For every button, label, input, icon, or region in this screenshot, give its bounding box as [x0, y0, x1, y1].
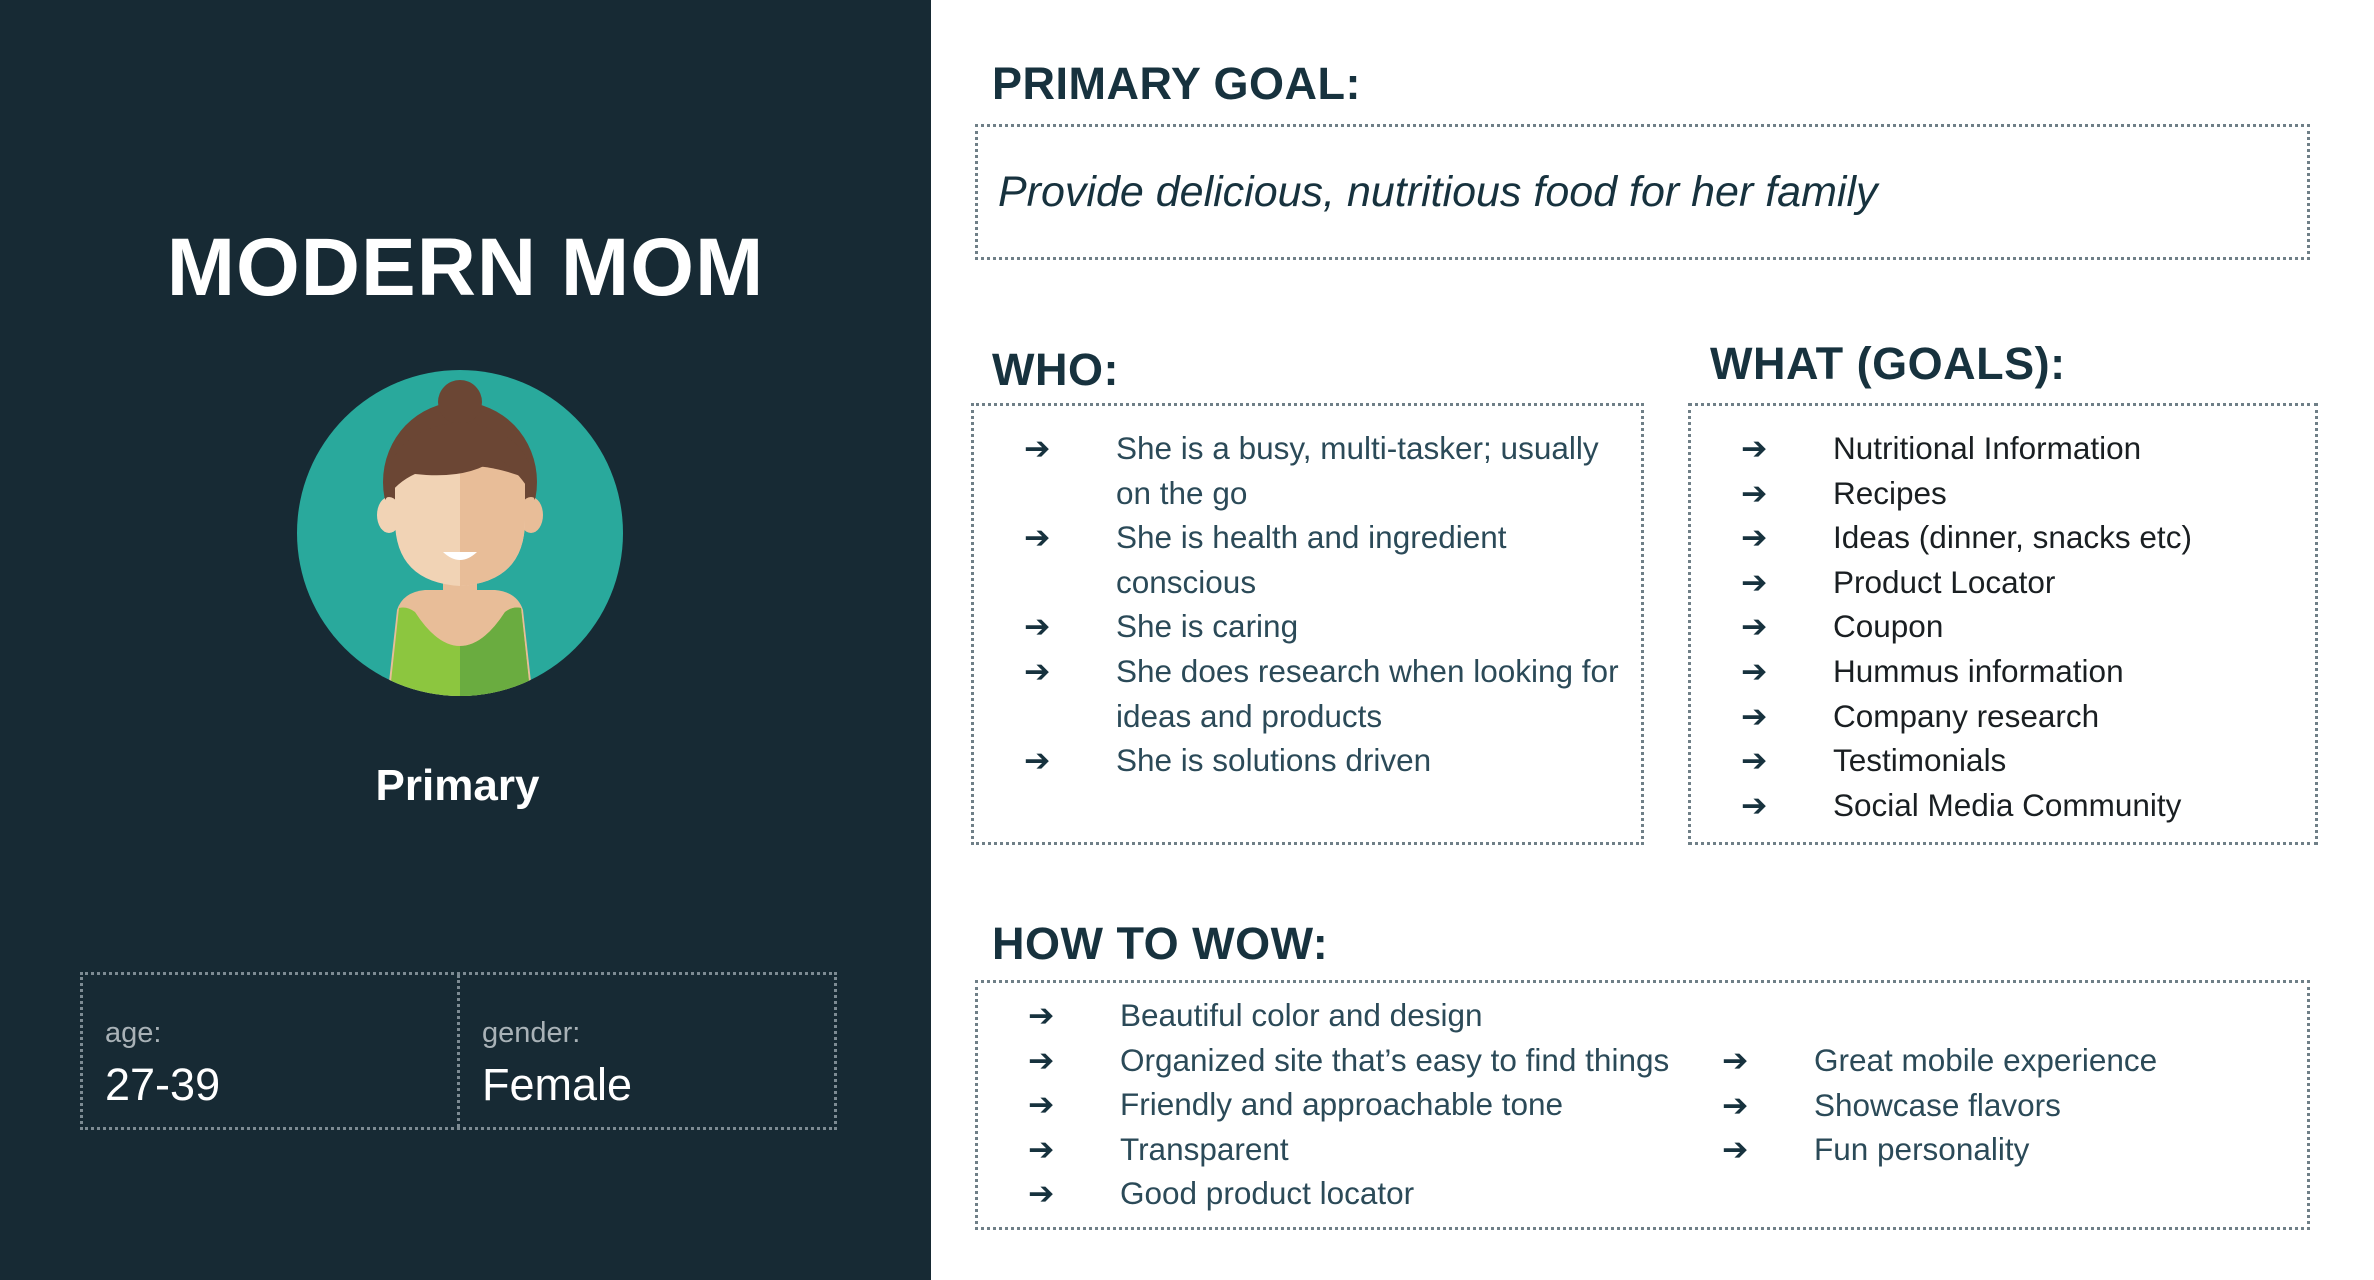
age-stat	[83, 975, 457, 1127]
arrow-right-icon: ➔	[1028, 1086, 1055, 1123]
list-item: ➔ Good product locator	[1028, 1171, 1688, 1216]
list-item: ➔ Nutritional Information	[1741, 426, 2311, 471]
arrow-right-icon: ➔	[1741, 697, 1768, 734]
list-item: ➔ Recipes	[1741, 471, 2311, 516]
list-item: ➔ She is caring	[1024, 604, 1624, 649]
list-item: ➔ Ideas (dinner, snacks etc)	[1741, 515, 2311, 560]
arrow-right-icon: ➔	[1024, 430, 1051, 466]
list-item: ➔ Product Locator	[1741, 560, 2311, 605]
age-value: 27-39	[105, 1059, 221, 1110]
arrow-right-icon: ➔	[1722, 1131, 1749, 1168]
arrow-right-icon: ➔	[1741, 608, 1768, 645]
primary-goal-box	[975, 124, 2310, 260]
arrow-right-icon: ➔	[1028, 1041, 1055, 1078]
how-to-wow-list-1	[1028, 993, 1688, 1216]
arrow-right-icon: ➔	[1028, 997, 1055, 1033]
persona-stats	[80, 972, 837, 1130]
what-goals-heading: WHAT (GOALS):	[1710, 338, 2066, 389]
gender-label: gender:	[482, 1017, 581, 1049]
persona-type: Primary	[375, 761, 540, 810]
arrow-right-icon: ➔	[1722, 1086, 1749, 1123]
how-to-wow-heading: HOW TO WOW:	[992, 918, 1329, 969]
arrow-right-icon: ➔	[1024, 608, 1051, 645]
list-item: ➔ Testimonials	[1741, 738, 2311, 783]
how-to-wow-box	[975, 980, 2310, 1230]
list-item: ➔ She is solutions driven	[1024, 738, 1624, 783]
what-goals-list	[1741, 426, 2311, 827]
arrow-right-icon: ➔	[1741, 786, 1768, 823]
primary-goal-text: Provide delicious, nutritious food for her family	[998, 168, 1878, 216]
arrow-right-icon: ➔	[1028, 1130, 1055, 1167]
arrow-right-icon: ➔	[1722, 1042, 1749, 1078]
what-goals-box	[1688, 403, 2318, 845]
arrow-right-icon: ➔	[1741, 430, 1768, 466]
age-label: age:	[105, 1017, 162, 1049]
list-item: ➔ Coupon	[1741, 604, 2311, 649]
list-item: ➔ Organized site that’s easy to find things	[1028, 1038, 1688, 1083]
who-box	[971, 403, 1644, 845]
gender-stat	[457, 975, 834, 1127]
who-list	[1024, 426, 1624, 783]
arrow-right-icon: ➔	[1741, 519, 1768, 556]
arrow-right-icon: ➔	[1741, 742, 1768, 779]
persona-title: MODERN MOM	[166, 222, 765, 313]
persona-panel	[0, 0, 931, 1280]
arrow-right-icon: ➔	[1024, 742, 1051, 779]
primary-goal-heading: PRIMARY GOAL:	[992, 58, 1362, 109]
list-item: ➔ Friendly and approachable tone	[1028, 1082, 1688, 1127]
list-item: ➔ She does research when looking for ideas and products	[1024, 649, 1624, 738]
arrow-right-icon: ➔	[1741, 474, 1768, 511]
who-heading: WHO:	[992, 344, 1119, 395]
persona-avatar-icon	[297, 370, 623, 696]
arrow-right-icon: ➔	[1741, 652, 1768, 689]
list-item: ➔ Transparent	[1028, 1127, 1688, 1172]
list-item: ➔ Great mobile experience	[1722, 1038, 2282, 1083]
arrow-right-icon: ➔	[1028, 1175, 1055, 1212]
list-item: ➔ She is health and ingredient conscious	[1024, 515, 1624, 604]
arrow-right-icon: ➔	[1741, 563, 1768, 600]
gender-value: Female	[482, 1059, 633, 1110]
arrow-right-icon: ➔	[1024, 652, 1051, 689]
arrow-right-icon: ➔	[1024, 519, 1051, 556]
list-item: ➔ She is a busy, multi-tasker; usually on the go	[1024, 426, 1624, 515]
list-item: ➔ Beautiful color and design	[1028, 993, 1688, 1038]
list-item: ➔ Showcase flavors	[1722, 1083, 2282, 1128]
list-item: ➔ Social Media Community	[1741, 783, 2311, 828]
list-item: ➔ Hummus information	[1741, 649, 2311, 694]
how-to-wow-list-2	[1722, 1038, 2282, 1172]
list-item: ➔ Company research	[1741, 694, 2311, 739]
list-item: ➔ Fun personality	[1722, 1127, 2282, 1172]
